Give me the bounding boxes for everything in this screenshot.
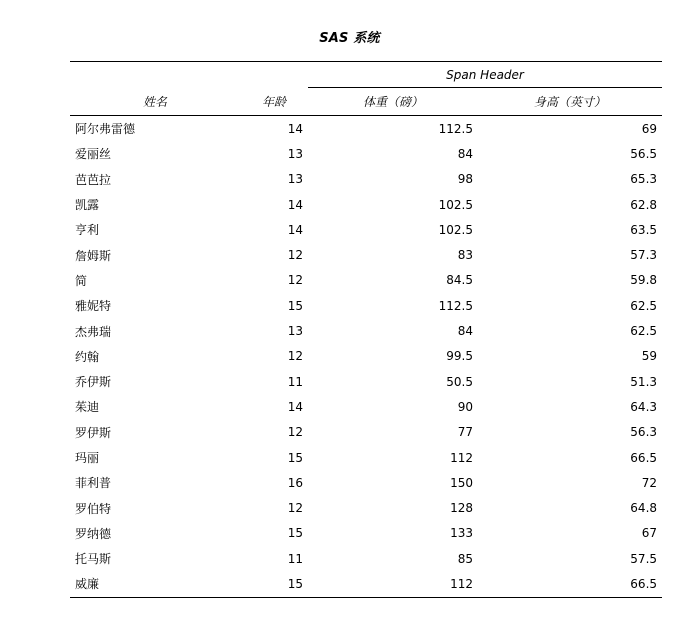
cell-name: 乔伊斯 — [75, 375, 112, 390]
cell-weight: 84 — [457, 146, 473, 161]
cell-name: 菲利普 — [75, 476, 112, 491]
report-table — [70, 61, 662, 598]
cell-age: 12 — [287, 501, 303, 516]
cell-name: 杰弗瑞 — [75, 324, 112, 339]
cell-height: 57.3 — [630, 248, 658, 263]
cell-height: 62.5 — [630, 298, 658, 313]
cell-height: 66.5 — [630, 450, 658, 465]
cell-name: 詹姆斯 — [75, 248, 112, 263]
span-header: Span Header — [308, 62, 662, 88]
cell-age: 15 — [240, 571, 308, 597]
table-row — [70, 470, 662, 495]
table-row — [70, 369, 662, 394]
cell-height: 65.3 — [630, 172, 658, 187]
cell-height: 67 — [641, 526, 658, 541]
table-row — [70, 495, 662, 520]
cell-age: 11 — [287, 551, 303, 566]
cell-name: 威廉 — [70, 571, 240, 597]
cell-weight: 84 — [457, 324, 473, 339]
cell-age: 14 — [287, 222, 303, 237]
column-header-weight: 体重（磅） — [308, 88, 478, 116]
cell-height: 69 — [641, 121, 658, 136]
cell-age: 14 — [287, 399, 303, 414]
table-row — [70, 318, 662, 343]
cell-name: 罗伯特 — [75, 501, 112, 516]
table-row — [70, 167, 662, 192]
cell-height: 56.5 — [630, 146, 658, 161]
table-row — [70, 293, 662, 318]
cell-age: 15 — [287, 526, 303, 541]
cell-weight: 112 — [308, 571, 478, 597]
cell-name: 玛丽 — [75, 451, 100, 465]
cell-weight: 112.5 — [438, 121, 473, 136]
span-spacer — [70, 62, 308, 88]
cell-weight: 84.5 — [446, 273, 473, 288]
cell-age: 12 — [287, 425, 303, 440]
cell-age: 15 — [287, 298, 303, 313]
cell-weight: 150 — [450, 475, 473, 490]
cell-weight: 112.5 — [438, 298, 473, 313]
cell-weight: 50.5 — [446, 374, 473, 389]
cell-height: 66.5 — [478, 571, 662, 597]
column-header-height: 身高（英寸） — [478, 88, 662, 116]
cell-name: 罗伊斯 — [75, 425, 112, 440]
cell-name: 阿尔弗雷德 — [75, 122, 136, 137]
cell-weight: 83 — [457, 248, 473, 263]
cell-age: 12 — [287, 349, 303, 364]
cell-weight: 102.5 — [438, 197, 473, 212]
cell-name: 凯露 — [75, 198, 100, 213]
cell-age: 12 — [287, 273, 303, 288]
table-row — [70, 217, 662, 242]
cell-name: 罗纳德 — [75, 526, 112, 541]
cell-name: 简 — [75, 273, 88, 288]
cell-weight: 112 — [450, 450, 473, 465]
cell-age: 13 — [287, 324, 303, 339]
cell-weight: 128 — [450, 501, 473, 516]
table-row — [70, 571, 662, 597]
table-row — [70, 268, 662, 293]
column-header-age: 年龄 — [240, 88, 308, 116]
cell-weight: 102.5 — [438, 222, 473, 237]
column-header-name: 姓名 — [70, 88, 240, 116]
cell-age: 15 — [287, 450, 303, 465]
table-row — [70, 546, 662, 571]
cell-height: 62.5 — [630, 324, 658, 339]
cell-height: 59 — [641, 349, 658, 364]
cell-name: 芭芭拉 — [75, 172, 112, 187]
cell-name: 爱丽丝 — [75, 147, 112, 162]
table-row — [70, 394, 662, 419]
cell-height: 51.3 — [630, 374, 658, 389]
cell-name: 亨利 — [75, 223, 100, 238]
cell-name: 茱迪 — [75, 400, 100, 415]
table-row — [70, 445, 662, 470]
table-row — [70, 141, 662, 166]
cell-weight: 98 — [457, 172, 473, 187]
table-row — [70, 192, 662, 217]
cell-height: 64.8 — [630, 501, 658, 516]
cell-age: 16 — [287, 475, 303, 490]
cell-weight: 133 — [450, 526, 473, 541]
table-header — [70, 62, 662, 116]
cell-name: 托马斯 — [75, 552, 112, 567]
cell-height: 57.5 — [630, 551, 658, 566]
cell-height: 62.8 — [630, 197, 658, 212]
cell-height: 63.5 — [630, 222, 658, 237]
table-row — [70, 242, 662, 267]
cell-age: 14 — [287, 197, 303, 212]
cell-height: 59.8 — [630, 273, 658, 288]
table-row — [70, 344, 662, 369]
cell-weight: 90 — [457, 399, 473, 414]
cell-age: 12 — [287, 248, 303, 263]
cell-age: 13 — [287, 146, 303, 161]
cell-height: 56.3 — [630, 425, 658, 440]
table-row — [70, 116, 662, 142]
cell-name: 约翰 — [75, 349, 100, 364]
cell-name: 雅妮特 — [75, 299, 112, 314]
cell-age: 11 — [287, 374, 303, 389]
cell-height: 64.3 — [630, 399, 658, 414]
table-body — [70, 116, 662, 598]
cell-height: 72 — [641, 475, 658, 490]
cell-weight: 85 — [457, 551, 473, 566]
table-row — [70, 521, 662, 546]
cell-age: 13 — [287, 172, 303, 187]
cell-weight: 99.5 — [446, 349, 473, 364]
report-title: SAS 系统 — [319, 31, 380, 46]
table-row — [70, 420, 662, 445]
cell-weight: 77 — [457, 425, 473, 440]
cell-age: 14 — [287, 121, 303, 136]
